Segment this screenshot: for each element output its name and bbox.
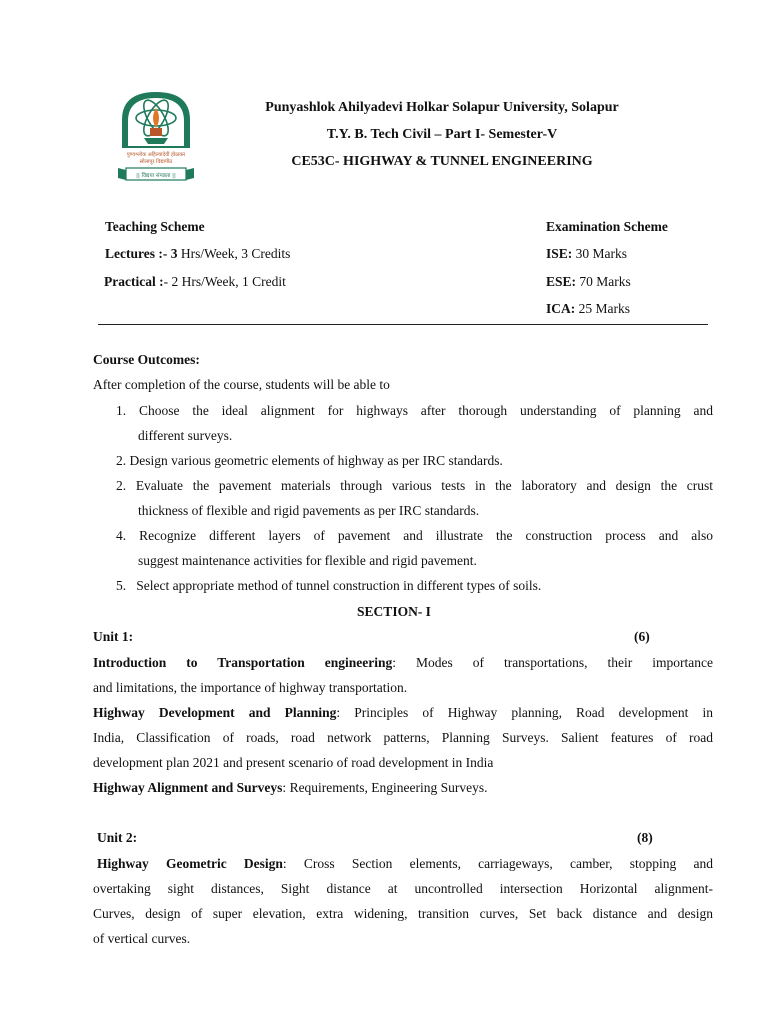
- topic-text: Modes of transportations, their importance: [396, 655, 713, 670]
- university-name: Punyashlok Ahilyadevi Holkar Solapur University, Solapur: [265, 100, 619, 115]
- unit1-topic: [93, 700, 713, 775]
- ise-value: 30 Marks: [572, 246, 628, 261]
- logo-text-line1: पुण्यश्लोक अहिल्यादेवी होळकर: [126, 152, 186, 158]
- ica-value: 25 Marks: [575, 301, 630, 316]
- outcome-item: [116, 448, 713, 473]
- practical-row: [104, 273, 286, 291]
- topic-sep: :: [282, 780, 287, 795]
- outcome-text-cont: suggest maintenance activities for flexible and rigid pavement.: [138, 553, 477, 568]
- outcome-number: 2.: [116, 453, 127, 468]
- ise-label: ISE:: [546, 246, 573, 261]
- outcome-text: Recognize different layers of pavement and illustrate the construction process and also: [139, 528, 714, 543]
- topic-sep: :: [336, 705, 341, 720]
- university-logo: [114, 88, 198, 184]
- unit1-hours: (6): [634, 629, 650, 644]
- outcome-number: 4.: [116, 528, 127, 543]
- ica-row: [546, 300, 630, 318]
- logo-motto: || विद्यया संपन्नता ||: [136, 173, 176, 179]
- outcomes-title: Course Outcomes:: [93, 352, 200, 367]
- topic-text-cont: development plan 2021 and present scenario of road development in India: [93, 755, 494, 770]
- outcome-number: 1.: [116, 403, 127, 418]
- logo-text-line2: सोलापूर विद्यापीठ: [139, 159, 173, 165]
- practical-value: - 2 Hrs/Week, 1 Credit: [163, 274, 286, 289]
- ese-label: ESE:: [546, 274, 577, 289]
- topic-sep: :: [282, 856, 287, 871]
- lectures-row: [105, 245, 290, 263]
- lectures-num: 3: [170, 246, 178, 261]
- outcome-text-cont: different surveys.: [138, 428, 233, 443]
- topic-text-cont: of vertical curves.: [93, 931, 191, 946]
- outcomes-intro: After completion of the course, students will be able to: [93, 377, 390, 392]
- topic-title: Highway Geometric Design: [97, 856, 283, 871]
- outcome-number: 2.: [116, 478, 127, 493]
- outcome-item: [116, 573, 713, 598]
- outcome-text: Select appropriate method of tunnel construction in different types of soils.: [136, 578, 542, 593]
- teaching-scheme-title: Teaching Scheme: [105, 219, 205, 234]
- topic-title: Highway Alignment and Surveys: [93, 780, 283, 795]
- outcome-text: Choose the ideal alignment for highways after thorough understanding of planning and: [138, 403, 714, 418]
- section-title: SECTION- I: [357, 604, 431, 619]
- topic-title: Introduction to Transportation engineering: [93, 655, 393, 670]
- topic-text-cont: Curves, design of super elevation, extra widening, transition curves, Set back distance and design: [93, 906, 713, 921]
- topic-text-cont: and limitations, the importance of highway transportation.: [93, 680, 408, 695]
- ica-label: ICA:: [546, 301, 576, 316]
- unit2-topic: [93, 851, 713, 951]
- outcome-text-cont: thickness of flexible and rigid pavements as per IRC standards.: [138, 503, 480, 518]
- ese-value: 70 Marks: [576, 274, 631, 289]
- topic-text: Principles of Highway planning, Road development in: [340, 705, 714, 720]
- unit1-topic: [93, 775, 713, 800]
- header-divider: [98, 324, 708, 325]
- unit1-label: Unit 1:: [93, 629, 134, 644]
- program-title: T.Y. B. Tech Civil – Part I- Semester-V: [326, 127, 558, 142]
- topic-text: Cross Section elements, carriageways, camber, stopping and: [286, 856, 713, 871]
- outcome-item: [116, 523, 713, 573]
- unit2-hours: (8): [637, 830, 653, 845]
- unit1-topic: [93, 650, 713, 700]
- topic-title: Highway Development and Planning: [93, 705, 337, 720]
- lectures-value: Hrs/Week, 3 Credits: [177, 246, 291, 261]
- lectures-label: Lectures :-: [105, 246, 171, 261]
- ese-row: [546, 273, 631, 291]
- topic-text: Requirements, Engineering Surveys.: [286, 780, 488, 795]
- topic-text-cont: India, Classification of roads, road network patterns, Planning Surveys. Salient features of road: [93, 730, 713, 745]
- topic-sep: :: [392, 655, 396, 670]
- course-title: CE53C- HIGHWAY & TUNNEL ENGINEERING: [291, 154, 593, 169]
- outcome-item: [116, 473, 713, 523]
- outcome-number: 5.: [116, 578, 127, 593]
- outcome-text: Evaluate the pavement materials through various tests in the laboratory and design the crust: [135, 478, 714, 493]
- outcome-item: [116, 398, 713, 448]
- topic-text-cont: overtaking sight distances, Sight distance at uncontrolled intersection Horizontal alignment-: [93, 881, 713, 896]
- unit2-label: Unit 2:: [97, 830, 138, 845]
- ise-row: [546, 245, 627, 263]
- exam-scheme-title: Examination Scheme: [546, 219, 668, 234]
- outcome-text: Design various geometric elements of highway as per IRC standards.: [129, 453, 503, 468]
- practical-label: Practical :: [104, 274, 164, 289]
